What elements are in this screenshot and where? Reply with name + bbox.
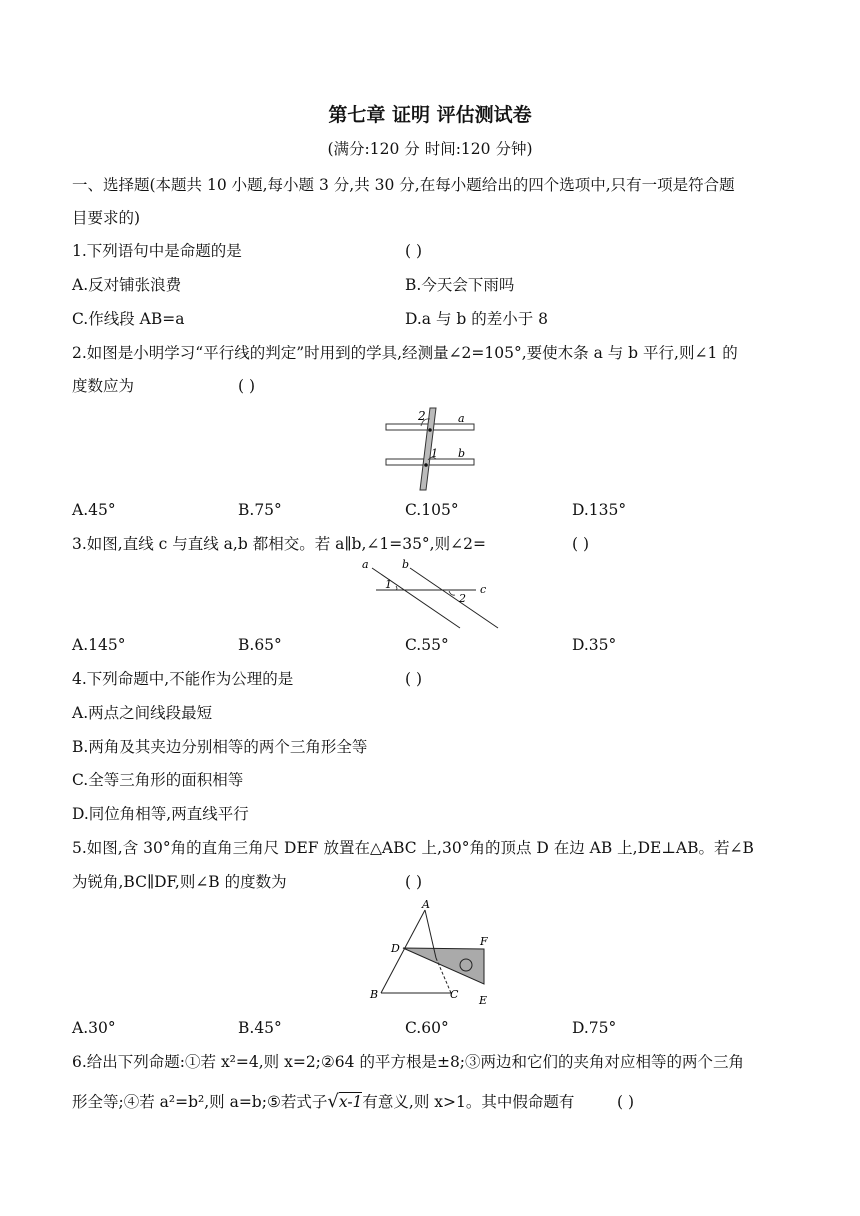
label-b: B: [370, 988, 379, 1001]
q2-option-d: D.135°: [572, 501, 627, 519]
q4-option-b: B.两角及其夹边分别相等的两个三角形全等: [72, 738, 368, 756]
label-c: c: [480, 583, 487, 596]
sqrt-sign: √: [327, 1091, 339, 1112]
q6-answer-bracket: ( ): [617, 1093, 635, 1111]
angle2-arc: [449, 591, 455, 595]
q3-figure: [358, 558, 500, 630]
q2-option-a: A.45°: [72, 501, 116, 519]
q3-stem: 3.如图,直线 c 与直线 a,b 都相交。若 a∥b,∠1=35°,则∠2=: [72, 535, 486, 553]
label-2: 2: [459, 592, 466, 605]
label-b: b: [458, 447, 466, 460]
label-f: F: [480, 935, 488, 948]
q5-option-c: C.60°: [405, 1019, 449, 1037]
q1-stem: 1.下列语句中是命题的是: [72, 242, 242, 260]
q3-option-a: A.145°: [72, 636, 126, 654]
q1-option-a: A.反对铺张浪费: [72, 276, 182, 294]
joint-dot: [424, 463, 428, 467]
q2-stem: 2.如图是小明学习“平行线的判定”时用到的学具,经测量∠2=105°,要使木条 a 与 b 平行,则∠1 的: [72, 344, 738, 362]
q3-option-c: C.55°: [405, 636, 449, 654]
q3-option-d: D.35°: [572, 636, 617, 654]
q5-option-a: A.30°: [72, 1019, 116, 1037]
label-b: b: [402, 558, 410, 571]
label-e: E: [479, 994, 488, 1007]
q4-answer-bracket: ( ): [405, 670, 423, 688]
label-d: D: [391, 942, 400, 955]
section-heading-cont: 目要求的): [72, 209, 141, 227]
q5-answer-bracket: ( ): [405, 873, 423, 891]
q5-figure: [366, 896, 496, 1008]
label-a: A: [422, 898, 430, 911]
q5-stem: 5.如图,含 30°角的直角三角尺 DEF 放置在△ABC 上,30°角的顶点 D 在边 AB 上,DE⊥AB。若∠B: [72, 839, 754, 857]
q6-stem: 6.给出下列命题:①若 x²=4,则 x=2;②64 的平方根是±8;③两边和它们的夹角对应相等的两个三角: [72, 1053, 745, 1071]
exam-info: (满分:120 分 时间:120 分钟): [327, 140, 533, 158]
line-a: [372, 568, 460, 628]
label-c: C: [450, 988, 459, 1001]
q6-radicand: x-1: [338, 1093, 363, 1111]
q2-option-b: B.75°: [238, 501, 282, 519]
q1-option-d: D.a 与 b 的差小于 8: [405, 310, 549, 328]
q3-answer-bracket: ( ): [572, 535, 590, 553]
q4-stem: 4.下列命题中,不能作为公理的是: [72, 670, 294, 688]
page-title: 第七章 证明 评估测试卷: [328, 104, 532, 126]
q5-option-d: D.75°: [572, 1019, 617, 1037]
label-angle1: 1: [431, 447, 438, 460]
q6-stem-pre: 形全等;④若 a²=b²,则 a=b;⑤若式子: [72, 1093, 328, 1111]
q6-stem-cont: [72, 1092, 574, 1112]
q4-option-d: D.同位角相等,两直线平行: [72, 805, 249, 823]
q1-answer-bracket: ( ): [405, 242, 423, 260]
line-b: [410, 568, 498, 628]
q5-option-b: B.45°: [238, 1019, 282, 1037]
label-a: a: [362, 558, 369, 571]
angle1-arc: [396, 586, 397, 590]
section-heading: 一、选择题(本题共 10 小题,每小题 3 分,共 30 分,在每小题给出的四个选项中,只有一项是符合题: [72, 176, 735, 194]
q2-stem-cont: 度数应为: [72, 377, 135, 395]
q5-stem-cont: 为锐角,BC∥DF,则∠B 的度数为: [72, 873, 287, 891]
joint-dot: [428, 428, 432, 432]
q3-option-b: B.65°: [238, 636, 282, 654]
q6-stem-post: 有意义,则 x>1。其中假命题有: [362, 1093, 575, 1111]
label-a: a: [458, 412, 465, 425]
label-angle2: 2: [418, 409, 426, 423]
label-1: 1: [385, 578, 392, 591]
q1-option-c: C.作线段 AB=a: [72, 310, 185, 328]
q2-figure: [380, 404, 480, 494]
q1-option-b: B.今天会下雨吗: [405, 276, 515, 294]
q4-option-c: C.全等三角形的面积相等: [72, 771, 244, 789]
q2-option-c: C.105°: [405, 501, 459, 519]
q2-answer-bracket: ( ): [238, 377, 256, 395]
q4-option-a: A.两点之间线段最短: [72, 704, 213, 722]
